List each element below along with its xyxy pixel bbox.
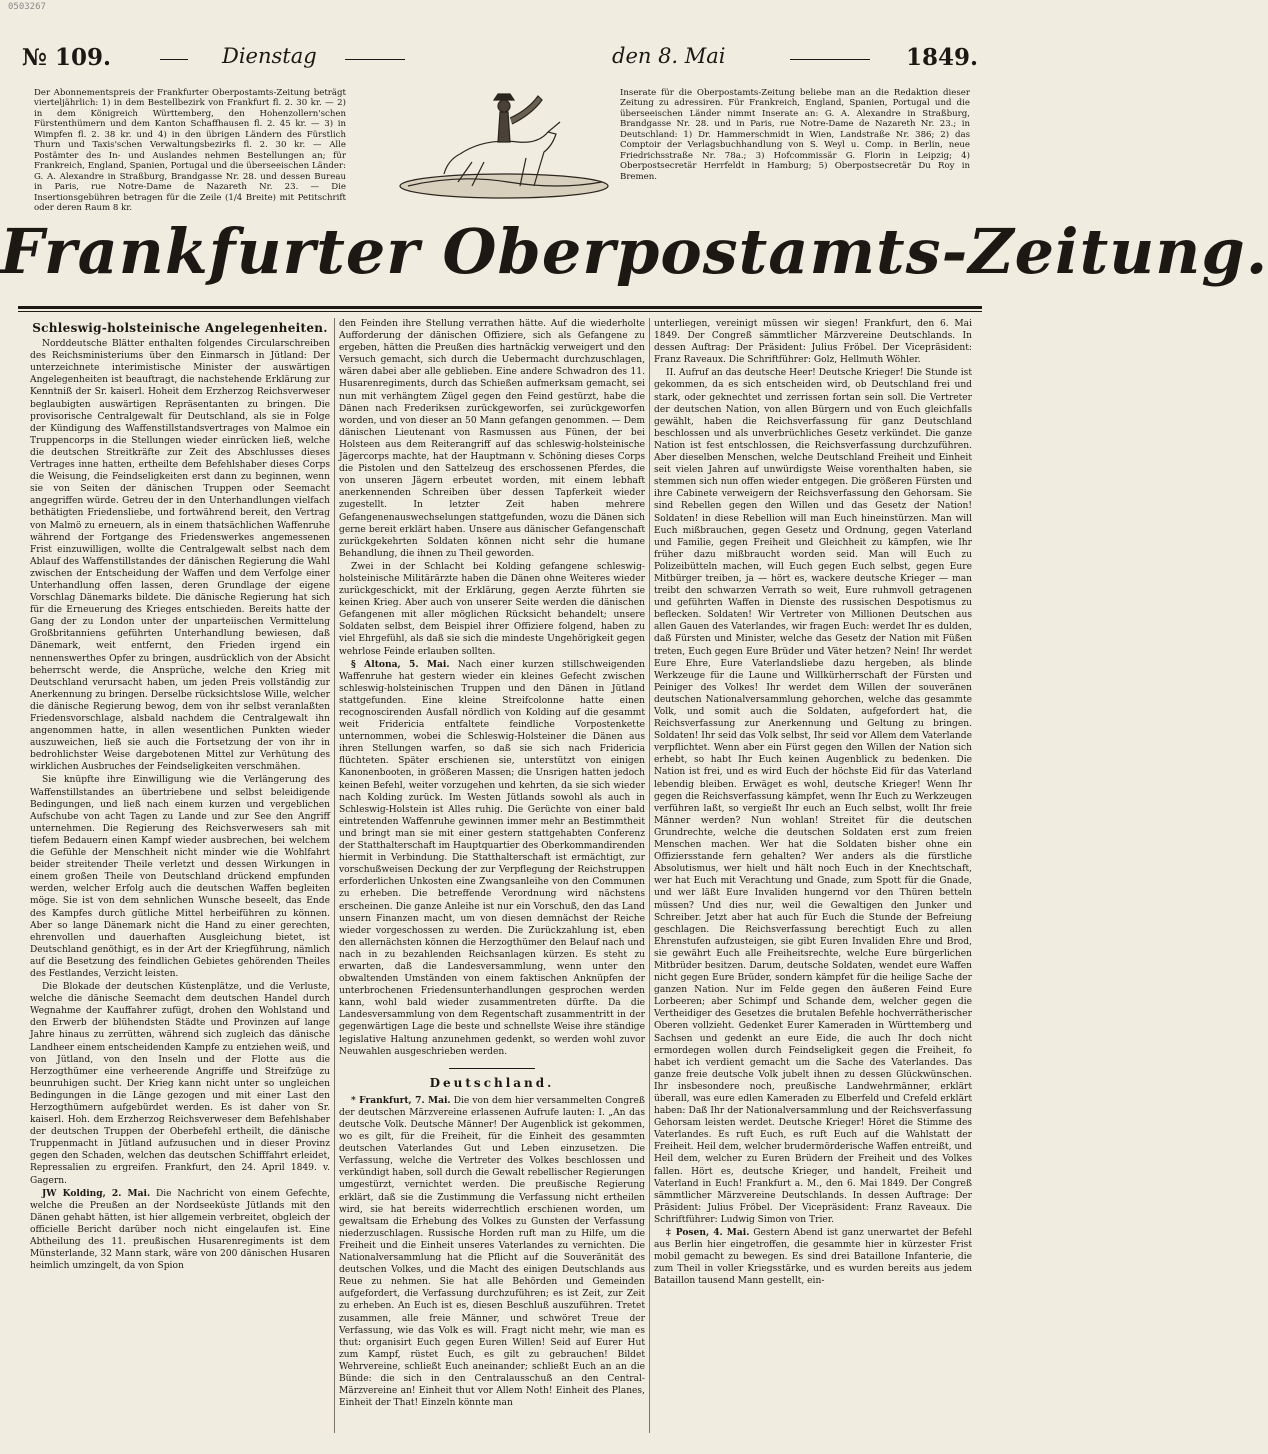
section-rule — [449, 1068, 535, 1069]
column-divider — [649, 318, 650, 1433]
dateline-altona: § Altona, 5. Mai. — [351, 658, 450, 670]
article-text: Die Nachricht von einem Gefechte, welche die Preußen an der Nordseeküste Jütlands mit den Dänen gehabt hätten, ist hier allgemein verbreitet, obgleich der officielle Bericht darüber noch nicht eingelaufen ist. Eine Abtheilung des 11. preußischen Husarenregiments ist dem Münsterlande, 32 Mann stark, wäre von 200 dänischen Husaren heimlich umzingelt, da von Spion — [30, 1188, 330, 1272]
post-rider-vignette — [388, 82, 620, 204]
dateline-kolding: JW Kolding, 2. Mai. — [42, 1187, 151, 1199]
article-frankfurt — [339, 1095, 645, 1409]
issue-year: 1849. — [905, 44, 978, 71]
issue-weekday: Dienstag — [222, 44, 317, 68]
column-divider — [334, 318, 335, 1433]
article-posen — [654, 1227, 972, 1287]
article-text: Die von dem hier versammelten Congreß der deutschen Märzvereine erlassenen Aufrufe lauten: I. „An das deutsche Volk. Deutsche Männer! Der Augenblick ist gekommen, wo es gilt, für die Freiheit, für die Einheit des gesammten deutschen Vaterlandes Gut und Leben einzusetzen. Die Verfassung, welche die Vertreter des Volkes beschlossen und verkündigt haben, soll durch die Gewalt rebellischer Regierungen umgestürzt, vernichtet werden. Die preußische Regierung erklärt, daß sie die Zustimmung die Verfassung nicht ertheilen wird, sie hat bereits widerrechtlich erschienen worden, um gewaltsam die Erhebung des Volkes zu Gunsten der Verfassung niederzuschlagen. Russische Horden ruft man zu Hilfe, um die Freiheit und die Einheit unseres Vaterlandes zu vernichten. Die Nationalversammlung hat die Pflicht auf die Souveränität des deutschen Volkes, und die Macht des einigen Deutschlands aus Reue zu nehmen. Sie hat alle Behörden und Gemeinden aufgefordert, die Verfassung durchzuführen; es ist Zeit, zur Zeit zu erheben. An Euch ist es, diesen Beschluß auszuführen. Tretet zusammen, alle freie Männer, und schwöret Treue der Verfassung, wie das Volk es will. Fragt nicht mehr, wie man es thut: organisirt Euch gegen Euren Willen! Seid auf Eurer Hut zum Kampf, rüstet Euch, es gilt zu gebrauchen! Bildet Wehrvereine, schließt Euch aneinander; schließt Euch an an die Bünde: die sich in den Centralausschuß an den Central-Märzvereine an! Einheit thut vor Allem Noth! Einheit des Planes, Einheit der That! Einzeln könnte man — [339, 1095, 645, 1409]
advertising-note: Inserate für die Oberpostamts-Zeitung beliebe man an die Redaktion dieser Zeitung zu adressiren. Für Frankreich, England, Spanien, Portugal und die überseeischen Länder nimmt Inserate an: G. A. Alexandre in Straßburg, Brandgasse Nr. 28. und in Paris, rue Notre-Dame de Nazareth Nr. 23.; in Deutschland: 1) Dr. Hammerschmidt in Wien, Landstraße Nr. 386; 2) das Comptoir der Verlagsbuchhandlung von S. Weyl u. Comp. in Berlin, neue Friedrichsstraße Nr. 78a.; 3) Hofcommissär G. Florin in Leipzig; 4) Oberpostsecretär Herrfeldt in Hamburg; 5) Oberpostsecretär Du Roy in Bremen. — [620, 88, 970, 182]
dateline-posen: ‡ Posen, 4. Mai. — [666, 1227, 750, 1239]
section-heading-schleswig: Schleswig-holsteinische Angelegenheiten. — [32, 321, 328, 335]
article-paragraph: II. Aufruf an das deutsche Heer! Deutsche Krieger! Die Stunde ist gekommen, da es sich entscheiden wird, ob Deutschland frei und stark, oder geknechtet und zerrissen fortan sein soll. Die Vertreter der deutschen Nation, von allen Bürgern und von Euch gleichfalls gewählt, haben die Reichsverfassung für ganz Deutschland beschlossen und als unverbrüchliches Gesetz verkündet. Die ganze Nation ist fest entschlossen, die Reichsverfassung durchzuführen. Aber dieselben Menschen, welche Deutschland Freiheit und Einheit seit vielen Jahren auf unwürdigste Weise vorenthalten haben, sie stemmen sich nun offen wieder entgegen. Die größeren Fürsten und ihre Cabinete verweigern der Reichsverfassung den Gehorsam. Sie sind Rebellen gegen den Willen und das Gesetz der Nation! Soldaten! in diese Rebellion will man Euch hineinstürzen. Man will Euch mißbrauchen, gegen Gesetz und Ordnung, gegen Vaterland und Familie, gegen Freiheit und Gleichheit zu kämpfen, wie Ihr früher dazu mißbraucht worden seid. Man will Euch zu Polizeibütteln machen, will Euch gegen Euch selbst, gegen Eure Mitbürger treiben, ja — hört es, wackere deutsche Krieger — man treibt den schwarzen Verrath so weit, Eure ruhmvoll getragenen und geführten Waffen in Dienste des russischen Despotismus zu beflecken. Soldaten! Wir Vertreter von Millionen Deutschen aus allen Gauen des Vaterlandes, wir fragen Euch: werdet Ihr es dulden, daß Fürsten und Minister, welche das Gesetz der Nation mit Füßen treten, Euch gegen Eure Brüder und Väter hetzen? Nein! Ihr werdet Eure Ehre, Eure Vaterlandsliebe dazu hergeben, als blinde Werkzeuge für die Laune und Willkürherrschaft der Fürsten und Peiniger des Volkes! Ihr werdet dem Willen der souveränen deutschen Nationalversammlung gehorchen, welche das gesammte Volk, und somit auch die Soldaten, aufgefordert hat, die Reichsverfassung zur Anerkennung und Geltung zu bringen. Soldaten! Ihr seid das Volk selbst, Ihr seid vor Allem dem Vaterlande verpflichtet. Wenn aber ein Fürst gegen den Willen der Nation sich erhebt, so habt Ihr Euch keinen Augenblick zu bedenken. Die Nation ist frei, und es wird Euch der höchste Eid für das Vaterland lebendig bleiben. Erwäget es wohl, deutsche Krieger! Wenn Ihr gegen die Reichsverfassung kämpfet, wenn Ihr Euch zu Werkzeugen verführen laßt, so vergießt Ihr euch an Euch selbst, wollt Ihr freie Männer werden? Nun wohlan! Streitet für die deutschen Grundrechte, welche die deutschen Soldaten erst zum freien Menschen machen. Wer hat die Soldaten bisher ohne ein Offiziersstande fern gehalten? Wer anders als die fürstliche Absolutismus, wer hielt und hält noch Euch in der Knechtschaft, wer hat Euch mit Verachtung und Gnade, zum Spott für die Gnade, und wer läßt Eure Invaliden hungernd vor den Thüren betteln müssen? Und dies nur, weil die Gewaltigen den Junker und Schreiber. Jetzt aber hat auch für Euch die Stunde der Befreiung geschlagen. Die Reichsverfassung berechtigt Euch zu allen Ehrenstufen aufzusteigen, sie gibt Euren Invaliden Ehre und Brod, sie gewährt Euch alle Freiheitsrechte, welche Eure bürgerlichen Mitbrüder besitzen. Darum, deutsche Soldaten, wendet eure Waffen nicht gegen Eure Brüder, sondern kämpfet für die heilige Sache der ganzen Nation. Nur im Felde gegen den äußeren Feind Eure Lorbeeren; aber Schimpf und Schande dem, welcher gegen die Vertheidiger des Gesetzes die brutalen Befehle hochverrätherischer Oberen vollzieht. Gedenket Eurer Kameraden in Württemberg und Sachsen und gedenkt an eure Eide, die auch Ihr doch nicht ermordegen wollen durch Feindseligkeit gegen die Freiheit, fo habet ich verdient gemacht um die Sache des Vaterlandes. Das ganze freie deutsche Volk jubelt ihnen zu dessen Glückwünschen. Ihr insbesondere noch, preußische Landwehrmänner, erklärt überall, was eure edlen Kameraden zu Elberfeld und Crefeld erklärt haben: Daß Ihr der Nationalversammlung und der Reichsverfassung Gehorsam leisten werdet. Deutsche Krieger! Höret die Stimme des Vaterlandes. Es ruft Euch, es ruft Euch auf die Wahlstatt der Freiheit. Heil dem, welcher brudermörderische Waffen entreißt, und Heil dem, welcher zu Euren Brüdern der Freiheit und des Volkes fallen. Hört es, deutsche Krieger, und handelt, Freiheit und Vaterland in Euch! Frankfurt a. M., den 6. Mai 1849. Der Congreß sämmtlicher Märzvereine Deutschlands. In dessen Auftrage: Der Präsident: Julius Fröbel. Der Vicepräsident: Franz Raveaux. Die Schriftführer: Ludwig Simon von Trier. — [654, 368, 972, 1225]
column-1 — [30, 318, 330, 1273]
masthead-title: Frankfurter Oberpostamts-Zeitung. — [0, 215, 1268, 288]
article-paragraph: unterliegen, vereinigt müssen wir siegen! Frankfurt, den 6. Mai 1849. Der Congreß sämmtlicher Märzvereine Deutschlands. In dessen Auftrag: Der Präsident: Julius Fröbel. Der Vicepräsident: Franz Raveaux. Die Schriftführer: Golz, Hellmuth Wöhler. — [654, 319, 972, 366]
article-altona — [339, 659, 645, 1058]
article-paragraph: den Feinden ihre Stellung verrathen hätte. Auf die wiederholte Aufforderung der dänischen Offiziere, sich als Gefangene zu ergeben, hätten die Preußen dies hartnäckig verweigert und den Versuch gemacht, sich durch die Uebermacht durchzuschlagen, wären dabei aber alle geblieben. Eine andere Schwadron des 11. Husarenregiments, durch das Schießen aufmerksam gemacht, sei nun mit verhängtem Zügel gegen den Feind gestürzt, habe die Dänen nach Frederiksen zurückgeworfen, sei zurückgeworfen worden, und von dieser an 50 Mann gefangen genommen. — Dem dänischen Lieutenant von Rasmussen aus Fünen, der bei Holsteen aus dem Reiterangriff auf das schleswig-holsteinische Jägercorps machte, hat der Hauptmann v. Schöning dieses Corps die Pistolen und den Sattelzeug des erschossenen Pferdes, die von unseren Jägern erbeutet worden, mit einem lebhaft anerkennenden Schreiben über dessen Tapferkeit wieder zugestellt. In letzter Zeit haben mehrere Gefangenenauswechselungen stattgefunden, wozu die Dänen sich gerne bereit erklärt haben. Unsere aus dänischer Gefangenschaft zurückgekehrten Soldaten können nicht sehr die humane Behandlung, die ihnen zu Theil geworden. — [339, 319, 645, 559]
article-paragraph: Sie knüpfte ihre Einwilligung wie die Verlängerung des Waffenstillstandes an übertriebene und selbst beleidigende Bedingungen, und ließ nach einem kurzen und vergeblichen Aufschube von acht Tagen zu Lande und zur See den Angriff unternehmen. Die Regierung des Reichsverwesers sah mit tiefem Bedauern einen Kampf wieder ausbrechen, bei welchem die Gefühle der Menschheit nicht minder wie die Wohlfahrt beider streitender Theile verletzt und dessen Wirkungen in einem großen Theile von Deutschland drückend empfunden werden, welcher Erfolg auch die deutschen Waffen begleiten möge. Sie ist von dem sehnlichen Wunsche beseelt, das Ende des Kampfes durch gütliche Mittel herbeiführen zu können. Aber so lange Dänemark nicht die Hand zu einer gerechten, ehrenvollen und dauerhaften Ausgleichung bietet, ist Deutschland genöthigt, es in der Art der Kriegführung, nämlich auf die Besetzung des feindlichen Gebietes gehörenden Theiles des Festlandes, Verzicht leisten. — [30, 775, 330, 979]
subscription-note: Der Abonnementspreis der Frankfurter Oberpostamts-Zeitung beträgt vierteljährlich: 1) in dem Bestellbezirk von Frankfurt fl. 2. 30 kr. — 2) in dem Königreich Württemberg, den Hohenzollern'schen Fürstenthümern und dem Kanton Schaffhausen fl. 2. 45 kr. — 3) in Wimpfen fl. 2. 38 kr. und 4) in den übrigen Ländern des Fürstlich Thurn und Taxis'schen Verwaltungsbezirks fl. 2. 30 kr. — Alle Postämter des In- und Auslandes nehmen Bestellungen an; für Frankreich, England, Spanien, Portugal und die überseeischen Länder: G. A. Alexandre in Straßburg, Brandgasse Nr. 28. und dessen Bureau in Paris, rue Notre-Dame de Nazareth Nr. 23. — Die Insertionsgebühren betragen für die Zeile (1/4 Breite) mit Petitschrift oder deren Raum 8 kr. — [34, 88, 346, 214]
article-paragraph: Zwei in der Schlacht bei Kolding gefangene schleswig-holsteinische Militärärzte haben die Dänen ohne Weiteres wieder zurückgeschickt, mit der Erklärung, gegen Aerzte führten sie keinen Krieg. Aber auch von unserer Seite werden die dänischen Gefangenen mit aller möglichen Rücksicht behandelt; unsere Soldaten selbst, dem Beispiel ihrer Offiziere folgend, haben zu viel Ehrgefühl, als daß sie sich die mindeste Ungehörigkeit gegen wehrlose Feinde erlauben sollten. — [339, 561, 645, 657]
article-text: Nach einer kurzen stillschweigenden Waffenruhe hat gestern wieder ein kleines Gefecht zwischen schleswig-holsteinischen Truppen und den Dänen in Jütland stattgefunden. Eine kleine Streifcolonne hatte einen recognoscirenden Ausfall nördlich von Kolding auf die gesammt weit Fridericia entfaltete feindliche Vorpostenkette unternommen, wobei die Schleswig-Holsteiner die Dänen aus ihren Stellungen warfen, so daß sie sich nach Fridericia flüchteten. Später erschienen sie, unterstützt von einigen Kanonenbooten, in größeren Massen; die Unsrigen hatten jedoch keinen Befehl, weiter vorzugehen und kehrten, da sie sich wieder nach Kolding zurück. Im Westen Jütlands sowohl als auch in Schleswig-Holstein ist Alles ruhig. Die Gerüchte von einer bald eintretenden Waffenruhe gewinnen immer mehr an Bestimmtheit und bringt man sie mit einer gestern stattgehabten Conferenz der Statthalterschaft im Hauptquartier des Oberkommandirenden hiermit in Verbindung. Die Statthalterschaft ist ermächtigt, zur vorschußweisen Deckung der zur Verpflegung der Reichstruppen erforderlichen Unkosten eine Zwangsanleihe von den Communen zu erheben. Die betreffende Verordnung wird nächstens erscheinen. Die ganze Anleihe ist nur ein Vorschuß, den das Land unsern Finanzen macht, um von diesen demnächst der Reiche wieder vorgeschossen zu werden. Die Zurückzahlung ist, eben den allernächsten können die Herzogthümer den Belauf nach und nach in zu bezahlenden Reichsanlagen kürzen. Es steht zu erwarten, daß die Landesversammlung, wenn unter den obwaltenden Umständen von einem faktischen Anknüpfen der unterbrochenen Friedensunterhandlungen gesprochen werden kann, wohl bald wieder zusammentreten dürfte. Da die Landesversammlung von dem Regentschaft zusammentritt in der gegenwärtigen Lage die beste und schnellste Weise ihre ständige legislative Haltung anzunehmen gedenkt, so werden wohl zuvor Neuwahlen ausgeschrieben werden. — [339, 659, 645, 1057]
column-3 — [654, 318, 972, 1289]
article-paragraph: Norddeutsche Blätter enthalten folgendes Circularschreiben des Reichsministeriums über den Einmarsch in Jütland: Der unterzeichnete interimistische Minister der auswärtigen Angelegenheiten ist beauftragt, die nachstehende Erklärung zur Kenntniß der Sr. kaiserl. Hoheit dem Erzherzog Reichsverweser beglaubigten auswärtigen Repräsentanten zu bringen. Die provisorische Centralgewalt für Deutschland, als sie in Folge der Kündigung des Waffenstillstandsvertrages von Malmoe ein Truppencorps in die Stellungen wieder einrücken ließ, welche die deutschen Streitkräfte zur Zeit des Abschlusses dieses Vertrages inne hatten, ertheilte dem Befehlshaber dieses Corps die Weisung, die Feindseligkeiten erst dann zu beginnen, wenn sie von Seiten der dänischen Truppen oder Seemacht angegriffen würde. Getreu der in den Unterhandlungen vielfach bethätigten Friedensliebe, und fortwährend bereit, den Vertrag von Malmö zu erneuern, als in einem thatsächlichen Waffenruhe während der Fortgange des Friedenswerkes angemessenen Frist einzuwilligen, wollte die Centralgewalt selbst nach dem Ablauf des Waffenstillstandes der dänischen Regierung die Wahl zwischen der Entscheidung der Waffen und dem Verfolge einer Unterhandlung offen lassen, deren Grundlage der eigene Vorschlag Dänemarks bildete. Die dänische Regierung hat sich für die Erneuerung des Krieges entschieden. Bereits hatte der Gang der zu London unter der unparteiischen Vermittelung Großbritanniens geführten Unterhandlung bewiesen, daß Dänemark, weit entfernt, den Frieden irgend ein nennenswerthes Opfer zu bringen, ausdrücklich von der Absicht beherrscht werde, die Ansprüche, welche den Krieg mit Deutschland verursacht haben, um jeden Preis vollständig zur Anerkennung zu bringen. Derselbe rücksichtslose Wille, welcher die dänische Regierung bewog, dem von ihr selbst veranlaßten Friedensvorschlage, alsbald nachdem die Centralgewalt ihn angenommen hatte, in allen wesentlichen Punkten wieder auszuweichen, ließ sie auch die Fortsetzung der von ihr in bedrohlichster Weise dargebotenen Mittel zur Verhütung des wirklichen Ausbruches der Feindseligkeiten verschmähen. — [30, 339, 330, 773]
column-2 — [339, 318, 645, 1410]
masthead-rule — [18, 306, 982, 309]
header-dash — [160, 59, 188, 60]
section-heading-deutschland: Deutschland. — [429, 1075, 555, 1090]
dateline-frankfurt: * Frankfurt, 7. Mai. — [351, 1094, 451, 1106]
header-dash — [790, 59, 870, 60]
issue-date: den 8. Mai — [612, 44, 726, 68]
article-paragraph: Die Blokade der deutschen Küstenplätze, und die Verluste, welche die dänische Seemacht dem deutschen Handel durch Wegnahme der Kauffahrer zufügt, drohen den Wohlstand und den Erwerb der blühendsten Städte und Provinzen auf lange Jahre hinaus zu zerrütten, während sich zugleich das dänische Landheer einem entscheidenden Kampfe zu entziehen weiß, und von Jütland, von den Inseln und der Flotte aus die Herzogthümer eine verheerende Angriffe und Streifzüge zu beunruhigen sucht. Der Krieg kann nicht unter so ungleichen Bedingungen in die Länge gezogen und mit einer Last den Herzogthümern aufgebürdet werden. Es ist daher von Sr. kaiserl. Hoh. dem Erzherzog Reichsverweser dem Befehlshaber der deutschen Truppen der Oberbefehl ertheilt, die dänische Truppenmacht in Jütland aufzusuchen und in dieser Provinz gegen den Schaden, welchen das deutschen Schifffahrt erleidet, Repressalien zu ergreifen. Frankfurt, den 24. April 1849. v. Gagern. — [30, 982, 330, 1186]
masthead-rule-thin — [18, 311, 982, 312]
archive-id: 0503267 — [8, 2, 46, 12]
article-text: Gestern Abend ist ganz unerwartet der Befehl aus Berlin hier eingetroffen, die gesammte hier in kürzester Frist mobil gemacht zu bewegen. Es sind drei Bataillone Infanterie, die zum Theil in voller Kriegsstärke, und es wurden bereits aus jedem Bataillon tausend Mann gestellt, ein- — [654, 1228, 972, 1287]
article-kolding — [30, 1188, 330, 1273]
issue-header — [22, 44, 978, 76]
issue-number: № 109. — [22, 44, 112, 71]
header-dash — [345, 59, 405, 60]
